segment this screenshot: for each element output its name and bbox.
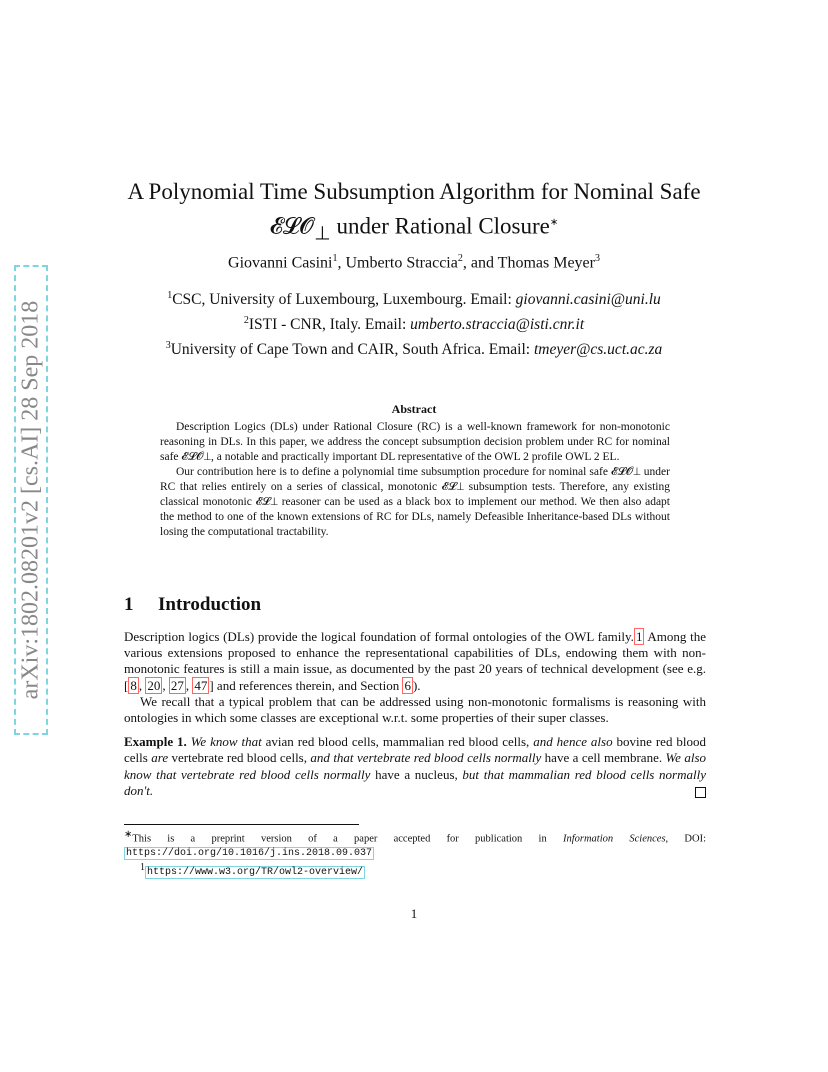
- example-text-5: are: [147, 750, 169, 766]
- title-line-2: [100, 207, 728, 249]
- citation-link-4[interactable]: 47: [194, 677, 208, 693]
- arxiv-stamp[interactable]: [14, 265, 48, 735]
- affiliation-3-sup: 3: [165, 340, 171, 352]
- footnote-journal: Information Sciences: [562, 833, 666, 845]
- paper-title: [100, 176, 728, 249]
- example-text-8: have a cell membrane.: [541, 750, 663, 766]
- example-text-3: and hence also: [529, 734, 613, 750]
- title-rest: under Rational Closure: [330, 213, 550, 239]
- example-text-4: bovine red blood cells: [124, 734, 706, 766]
- example-label: Example 1.: [124, 734, 187, 750]
- owl2-overview-link[interactable]: https://www.w3.org/TR/owl2-overview/: [147, 867, 364, 878]
- citation-link-2[interactable]: 20: [147, 677, 161, 693]
- affiliation-1-text: CSC, University of Luxembourg, Luxembourg. Email:: [172, 291, 516, 309]
- example-text-1: We know that: [186, 734, 262, 750]
- affiliation-1-sup: 1: [167, 290, 173, 301]
- example-text-6: vertebrate red blood cells,: [168, 750, 307, 766]
- example-text-10: have a nucleus,: [370, 766, 458, 782]
- affiliation-1-email: giovanni.casini@uni.lu: [515, 291, 661, 309]
- affiliation-2-sup: 2: [243, 315, 249, 327]
- authors-line: [100, 253, 728, 272]
- doi-link[interactable]: https://doi.org/10.1016/j.ins.2018.09.037: [126, 848, 373, 859]
- footnote-star-text-a: This is a preprint version of a paper accepted for publication in: [132, 833, 563, 845]
- affiliation-3-email: tmeyer@cs.uct.ac.za: [533, 341, 663, 359]
- body-p1-b: Among the various extensions proposed to enhance the representational capabilities of DLs, endowing them with non-monotonic features is still a main issue, as documented by the past 20 years of technical development (see e.g. [: [124, 629, 706, 693]
- footnote-star-text-b: , DOI:: [665, 833, 706, 845]
- footnote-star: [124, 828, 706, 861]
- abstract-paragraph-1: Description Logics (DLs) under Rational Closure (RC) is a well-known framework for non-monotonic reasoning in DLs. In this paper, we address the concept subsumption decision problem under RC for nominal safe 𝓔𝓛𝓞⊥, a notable and practically important DL representative of the OWL 2 profile OWL 2 EL.: [160, 421, 670, 463]
- citation-link-3[interactable]: 27: [170, 677, 184, 693]
- section-number: 1: [124, 594, 134, 615]
- body-paragraph-2: We recall that a typical problem that can be addressed using non-monotonic formalisms is reasoning with ontologies in which some classes are exceptional w.r.t. some properties of their super classes.: [124, 693, 706, 726]
- example-text-11: but that mammalian red blood cells normally don't.: [124, 766, 706, 798]
- section-title: Introduction: [158, 594, 262, 615]
- citation-link-1[interactable]: 8: [130, 677, 137, 693]
- abstract-heading: Abstract: [391, 402, 437, 416]
- author-sep-2: , and: [462, 254, 498, 272]
- example-text-7: and that vertebrate red blood cells normally: [307, 750, 542, 766]
- footnote-star-mark: ∗: [124, 829, 133, 840]
- affiliation-1: [100, 285, 728, 310]
- affiliation-2-email: umberto.straccia@isti.cnr.it: [410, 316, 585, 334]
- body-p1-a: Description logics (DLs) provide the logical foundation of formal ontologies of the OWL family.: [124, 629, 634, 644]
- author-3: Thomas Meyer: [497, 254, 595, 272]
- example-1: [124, 734, 706, 799]
- title-bot: ⊥: [314, 223, 331, 245]
- example-text-2: avian red blood cells, mammalian red blood cells,: [261, 734, 530, 750]
- body-p1-c: ] and references therein, and Section: [209, 677, 403, 693]
- footnote-1-mark: 1: [140, 861, 145, 873]
- abstract-paragraph-2: Our contribution here is to define a polynomial time subsumption procedure for nominal safe 𝓔𝓛𝓞⊥ under RC that relies entirely on a series of classical, monotonic 𝓔𝓛⊥ subsumption tests. Therefore, any existing classical monotonic 𝓔𝓛⊥ reasoner can be used as a black box to implement our method. We then also adapt the method to one of the known extensions of RC for DLs, namely Defeasible Inheritance-based DLs without losing the computational tractability.: [160, 466, 670, 538]
- footnote-rule: [124, 824, 359, 825]
- author-sep-1: ,: [337, 254, 346, 272]
- footnotes: [124, 828, 706, 880]
- affiliation-2-text: ISTI - CNR, Italy. Email:: [248, 316, 411, 334]
- author-3-sup: 3: [594, 253, 600, 264]
- section-ref-link[interactable]: 6: [404, 677, 411, 693]
- section-body: [124, 629, 706, 799]
- affiliation-3: [100, 335, 728, 360]
- body-paragraph-1: Description logics (DLs) provide the logical foundation of formal ontologies of the OWL family. 1 Among the various extensions proposed to enhance the representational capabilities of DLs, endowing them with non-monotonic features is still a main issue, as documented by the past 20 years of technical development (see e.g. [ 8 , 20 , 27 , 47 ] and references therein, and Section 6 ).: [124, 629, 706, 693]
- body-p1-d: ).: [412, 677, 421, 693]
- title-logic: 𝓔𝓛𝓞: [269, 213, 315, 239]
- section-heading: [124, 594, 261, 616]
- abstract-body: [160, 420, 670, 540]
- example-text-9: We also know that vertebrate red blood cells normally: [124, 750, 707, 782]
- author-1-sup: 1: [332, 253, 338, 264]
- qed-square-icon: [695, 787, 706, 798]
- title-line-1: A Polynomial Time Subsumption Algorithm for Nominal Safe: [127, 179, 701, 204]
- page-number: 1: [410, 906, 418, 921]
- affiliation-3-text: University of Cape Town and CAIR, South Africa. Email:: [170, 341, 534, 359]
- author-2-sup: 2: [457, 253, 463, 264]
- author-2: Umberto Straccia: [345, 254, 458, 272]
- arxiv-stamp-text: arXiv:1802.08201v2 [cs.AI] 28 Sep 2018: [17, 300, 44, 700]
- footnote-1-link[interactable]: 1: [635, 629, 643, 644]
- title-star: ∗: [549, 217, 559, 228]
- affiliations: [100, 285, 728, 360]
- affiliation-2: [100, 310, 728, 335]
- author-1: Giovanni Casini: [228, 254, 333, 272]
- footnote-1: [124, 861, 706, 880]
